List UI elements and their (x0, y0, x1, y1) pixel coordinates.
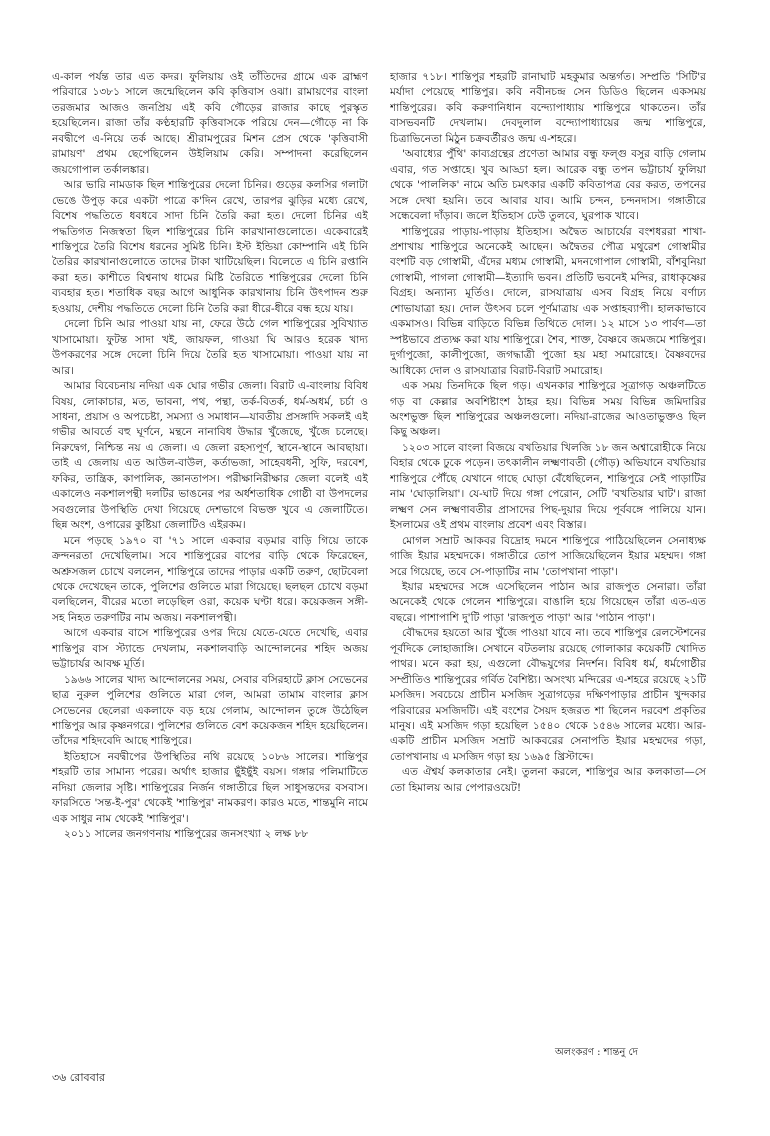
paragraph: এ-কাল পর্যন্ত তার এত কদর। ফুলিয়ায় ওই তাঁতিদের গ্রামে এক ব্রাহ্মণ পরিবারে ১৩৮১ সালে জন্মেছিলেন কবি কৃত্তিবাস ওঝা। রামায়ণের বাংলা তরজমার আজও জনপ্রিয় এই কবি গৌড়ের রাজার কাছে পুরস্কৃত হয়েছিলেন। রাজা তাঁর কণ্ঠহারটি কৃত্তিবাসকে পরিয়ে দেন—গৌড়ে না কি নবদ্বীপে এ-নিয়ে তর্ক আছে। শ্রীরামপুরের মিশন প্রেস থেকে 'কৃত্তিবাসী রামায়ণ' প্রথম ছেপেছিলেন উইলিয়াম কেরি। সম্পাদনা করেছিলেন জয়গোপাল তর্কালঙ্কার। (52, 71, 368, 176)
page-footer: ৩৬ রোববার (52, 1071, 105, 1084)
paragraph: আর ভারি নামডাক ছিল শান্তিপুরের দেলো চিনির। গুড়ের কলসির গলাটা ভেঙে উপুড় করে একটা পাত্রে ক'দিন রেখে, তারপর ঝুড়ির মধ্যে রেখে, বিশেষ পদ্ধতিতে ধবধবে সাদা চিনি তৈরি করা হত। দেলো চিনির এই পদ্ধতিগত নিজস্বতা ছিল শান্তিপুরের চিনি কারখানাগুলোতে। একেবারেই শান্তিপুরে তৈরি বিশেষ ধরনের সুমিষ্ট চিনি। ইস্ট ইন্ডিয়া কোম্পানি এই চিনি তৈরির কারখানাগুলোতে তাদের টাকা খাটিয়েছিল। বিলেতে এ চিনি রপ্তানি করা হত। কাশীতে বিশ্বনাথ ধামের মিষ্টি তৈরিতে শান্তিপুরের দেলো চিনি ব্যবহার হত। শতাধিক বছর আগে আধুনিক কারখানায় চিনি উৎপাদন শুরু হওয়ায়, দেশীয় পদ্ধতিতে দেলো চিনি তৈরি করা ধীরে-ধীরে বন্ধ হয়ে যায়। (52, 179, 368, 315)
paragraph: দেলো চিনি আর পাওয়া যায় না, ফেরে উঠে গেল শান্তিপুরের সুবিখ্যাত খাসামোয়া। ফুটন্ত সাদা খই, জায়ফল, গাওয়া ঘি আরও হরেক খাদ্য উপকরণের সঙ্গে দেলো চিনি দিয়ে তৈরি হত খাসামোয়া। পাওয়া যায় না আর। (52, 318, 368, 377)
paragraph: শান্তিপুরের পাড়ায়-পাড়ায় ইতিহাস। অদ্বৈত আচার্যের বংশধররা শাখা-প্রশাখায় শান্তিপুরে অনেকেই আছেন। অদ্বৈতর পৌত্র মথুরেশ গোস্বামীর বংশটি বড় গোস্বামী, এঁদের মধ্যম গোস্বামী, মদনগোপাল গোস্বামী, বাঁশবুনিয়া গোস্বামী, পাগলা গোস্বামী—ইত্যাদি ভবন। প্রতিটি ভবনেই মন্দির, রাধাকৃষ্ণের বিগ্রহ। অন্যান্য মূর্তিও। দোলে, রাসযাত্রায় এসব বিগ্রহ নিয়ে বর্ণাঢ্য শোভাযাত্রা হয়। দোল উৎসব চলে পূর্ণমাত্রায় এক সপ্তাহব্যাপী। হালকাভাবে একমাসও। বিভিন্ন বাড়িতে বিভিন্ন তিথিতে দোল। ১২ মাসে ১৩ পার্বণ—তা স্পষ্টভাবে প্রত্যক্ষ করা যায় শান্তিপুরে। শৈব, শাক্ত, বৈষ্ণবে জমজমে শান্তিপুর। দুর্গাপুজো, কালীপুজো, জগদ্ধাত্রী পুজো হয় মহা সমারোহে। বৈষ্ণবদের আধিক্যে দোল ও রাসযাত্রার বিরাট-বিরাট সমারোহ। (390, 225, 706, 377)
illustration-credit: অলংকরণ : শান্তনু দে (555, 1047, 638, 1058)
right-column (390, 70, 706, 1010)
paragraph: আগে একবার বাসে শান্তিপুরের ওপর দিয়ে যেতে-যেতে দেখেছি, এবার শান্তিপুর বাস স্ট্যান্ডে দেখলাম, নকশালবাড়ি আন্দোলনের শহিদ অজয় ভট্টাচার্যর আবক্ষ মূর্তি। (52, 627, 368, 671)
paragraph: বৌদ্ধদের হয়তো আর খুঁজে পাওয়া যাবে না। তবে শান্তিপুর রেলস্টেশনের পূর্বদিকে লোহাজাঙ্গি। সেখানে বটতলায় রয়েছে গোলাকার কয়েকটি খোদিত পাথর। মনে করা হয়, এগুলো বৌদ্ধযুগের নিদর্শন। বিবিধ ধর্ম, ধর্মগোষ্ঠীর সম্প্রীতিও শান্তিপুরের গর্বিত বৈশিষ্ট্য। অসংখ্য মন্দিরের এ-শহরে রয়েছে ২১টি মসজিদ। সবচেয়ে প্রাচীন মসজিদ সুত্রাগড়ের দক্ষিণপাড়ার প্রাচীন খুন্দকার পরিবারের মসজিদটি। এই বংশের সৈয়দ হজরত শা ছিলেন দরবেশ প্রকৃতির মানুষ। এই মসজিদ গড়া হয়েছিল ১৫৪০ থেকে ১৫৪৬ সালের মধ্যে। আর-একটি প্রাচীন মসজিদ সম্রাট আকবরের সেনাপতি ইয়ার মহম্মদের গড়া, তোপখানায় এ মসজিদ গড়া হয় ১৬৯৫ খ্রিস্টাব্দে। (390, 627, 706, 763)
paragraph: মনে পড়ছে ১৯৭০ বা '৭১ সালে একবার বড়মার বাড়ি গিয়ে তাকে ক্রন্দনরতা দেখেছিলাম। সবে শান্তিপুরের বাপের বাড়ি থেকে ফিরেছেন, অশ্রুসজল চোখে বললেন, শান্তিপুরে তাদের পাড়ার একটি তরুণ, ছোটবেলা থেকে দেখেছেন তাকে, পুলিশের গুলিতে মারা গিয়েছে। ছলছল চোখে বড়মা বলছিলেন, বীরের মতো লড়েছিল ওরা, কয়েক ঘণ্টা ধরে। কয়েকজন সঙ্গী-সহ নিহত তরুণটির নাম অজয়। নকশালপন্থী। (52, 534, 368, 624)
paragraph: মোগল সম্রাট আকবর বিদ্রোহ দমনে শান্তিপুরে পাঠিয়েছিলেন সেনাধ্যক্ষ গাজি ইয়ার মহম্মদকে। গঙ্গাতীরে তোপ সাজিয়েছিলেন ইয়ার মহম্মদ। গঙ্গা সরে গিয়েছে, তবে সে-পাড়াটির নাম 'তোপখানা পাড়া'। (390, 534, 706, 578)
paragraph: এক সময় তিনদিকে ছিল গড়। এখনকার শান্তিপুরে সূত্রাগড় অঞ্চলটিতে গড় বা কেল্লার অবশিষ্টাংশ ঠাহর হয়। বিভিন্ন সময় বিভিন্ন জমিদারির অংশভুক্ত ছিল শান্তিপুরের অঞ্চলগুলো। নদিয়া-রাজের আওতাভুক্তও ছিল কিছু অঞ্চল। (390, 380, 706, 439)
paragraph: ২০১১ সালের জনগণনায় শান্তিপুরের জনসংখ্যা ২ লক্ষ ৮৮ (64, 828, 309, 841)
paragraph: হাজার ৭১৮। শান্তিপুর শহরটি রানাঘাট মহকুমার অন্তর্গত। সম্প্রতি 'সিটি'র মর্যাদা পেয়েছে শান্তিপুর। কবি নবীনচন্দ্র সেন ডিডিও ছিলেন একসময় শান্তিপুরের। কবি করুণানিধান বন্দ্যোপাধ্যায় শান্তিপুরে থাকতেন। তাঁর বাসভবনটি দেখলাম। দেবদুলাল বন্দ্যোপাধ্যায়ের জন্ম শান্তিপুরে, চিত্রাভিনেতা মিঠুন চক্রবর্তীরও জন্ম এ-শহরে। (390, 71, 706, 145)
paragraph: ১২০৩ সালে বাংলা বিজয়ে বখতিয়ার খিলজি ১৮ জন অশ্বারোহীকে নিয়ে বিহার থেকে ঢুকে পড়েন। তৎকালীন লক্ষ্মণাবতী (গৌড়) অভিযানে বখতিয়ার শান্তিপুরে পৌঁছে যেখানে গাছে ঘোড়া বেঁধেছিলেন, শান্তিপুরে সেই পাড়াটির নাম 'ঘোড়ালিয়া'। যে-ঘাট দিয়ে গঙ্গা পেরোন, সেটি 'বখতিয়ার ঘাট'। রাজা লক্ষ্মণ সেন লক্ষ্মণাবতীর প্রাসাদের পিছ-দুয়ার দিয়ে পূর্ববঙ্গে পালিয়ে যান। ইসলামের ওই প্রথম বাংলায় প্রবেশ এবং বিস্তার। (390, 441, 706, 532)
paragraph: ইতিহাসে নবদ্বীপের উপস্থিতির নথি রয়েছে ১০৮৬ সালের। শান্তিপুর শহরটি তার সামান্য পরের। অর্থাৎ হাজার ছুঁইছুঁই বয়স। গঙ্গার পলিমাটিতে নদিয়া জেলার সৃষ্টি। শান্তিপুরের নির্জন গঙ্গাতীরে ছিল সাধুসন্তদের বসবাস। ফারসিতে 'সন্ত-ই-পুর' থেকেই 'শান্তিপুর' নামকরণ। কারও মতে, শান্তমুনি নামে এক সাধুর নাম থেকেই 'শান্তিপুর'। (52, 750, 368, 825)
article-page (52, 70, 724, 1070)
paragraph: ইয়ার মহম্মদের সঙ্গে এসেছিলেন পাঠান আর রাজপুত সেনারা। তাঁরা অনেকেই থেকে গেলেন শান্তিপুরে। বাঙালি হয়ে গিয়েছেন তাঁরা এত-এত বছরে। পাশাপাশি দু'টি পাড়া 'রাজপুত পাড়া' আর 'পাঠান পাড়া'। (390, 580, 706, 624)
paragraph: ১৯৬৬ সালের খাদ্য আন্দোলনের সময়, সেবার বসিরহাটে ক্লাস সেভেনের ছাত্র নুরুল পুলিশের গুলিতে মারা গেল, আমরা তামাম বাংলার ক্লাস সেভেনের ছেলেরা একলাফে বড় হয়ে গেলাম, আন্দোলন তুঙ্গে উঠেছিল শান্তিপুর আর কৃষ্ণনগরে। পুলিশের গুলিতে বেশ কয়েকজন শহিদ হয়েছিলেন। তাঁদের শহিদবেদি আছে শান্তিপুরে। (52, 673, 368, 748)
paragraph: 'অবাধ্যের পুঁথি' কাব্যগ্রন্থের প্রণেতা আমার বন্ধু ফল্গু বসুর বাড়ি গেলাম এবার, গত সপ্তাহে। খুব আড্ডা হল। আরেক বন্ধু তপন ভট্টাচার্য ফুলিয়া থেকে 'পাললিক' নামে অতি চমৎকার একটি কবিতাপত্র বের করত, তপনের সঙ্গে দেখা হয়নি। তবে আবার যাব। আমি চন্দন, চন্দনদাস। গঙ্গাতীরে সন্ধেবেলা দাঁড়াব। জলে ইতিহাস ঢেউ তুলবে, ঘুরপাক খাবে। (390, 148, 706, 223)
paragraph: এত ঐশ্বর্য কলকাতার নেই। তুলনা করলে, শান্তিপুর আর কলকাতা—সে তো হিমালয় আর পেপারওয়েট! (390, 766, 706, 794)
left-column (52, 70, 368, 1010)
paragraph: আমার বিবেচনায় নদিয়া এক ঘোর গভীর জেলা। বিরাট এ-বাংলায় বিবিধ বিষয়, লোকাচার, মত, ভাবনা, পথ, পন্থা, তর্ক-বিতর্ক, ধর্ম-অধর্ম, চর্চা ও সাধনা, প্রয়াস ও অপচেষ্টা, সমস্যা ও সমাধান—যাবতীয় প্রসঙ্গাদি সকলই এই গভীর আবর্তে বহু ঘূর্ণনে, মন্থনে নানাবিধ উদ্ধার খুঁজেছে, খুঁজে চলেছে। নিরুদ্বেগ, নিশ্চিন্ত নয় এ জেলা। এ জেলা রহস্যপূর্ণ, স্থানে-স্থানে আবছায়া। তাই এ জেলায় এত আউল-বাউল, কর্তাভজা, সাহেবধনী, সুফি, দরবেশ, ফকির, তান্ত্রিক, কাপালিক, জ্ঞানতাপস। পরীক্ষানিরীক্ষার জেলা বলেই এই একালেও নকশালপন্থী দলটির ভাঙনের পর অর্ধশতাধিক গোষ্ঠী বা উপদলের সবগুলোর উপস্থিতি দেখা গিয়েছে দেশভাগে বিভক্ত খুবে এ জেলাটিতে। ছিন্ন অংশ, ওপারের কুষ্টিয়া জেলাটিও এইরকম। (52, 380, 368, 532)
